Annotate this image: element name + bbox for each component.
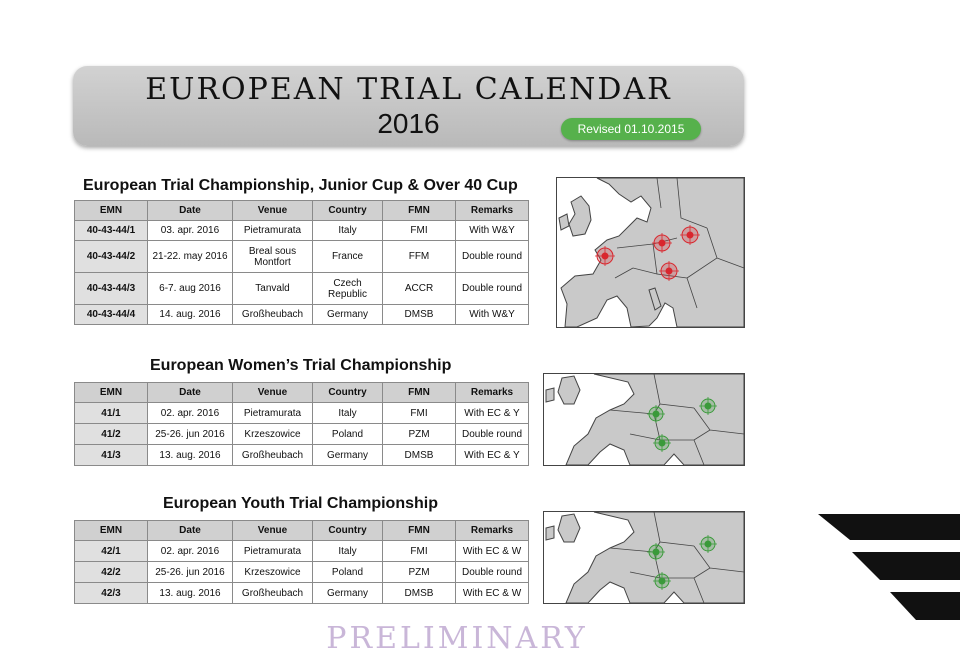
date-cell: 14. aug. 2016 xyxy=(148,305,233,325)
date-cell: 02. apr. 2016 xyxy=(148,403,233,424)
table-row xyxy=(75,403,529,424)
date-cell: 03. apr. 2016 xyxy=(148,221,233,241)
preliminary-watermark: PRELIMINARY xyxy=(326,621,588,656)
table-row xyxy=(75,541,529,562)
country-cell: Italy xyxy=(313,403,383,424)
column-header: FMN xyxy=(383,201,456,221)
fmn-cell: DMSB xyxy=(383,445,456,466)
table-row xyxy=(75,562,529,583)
fmn-cell: FMI xyxy=(383,541,456,562)
emn-cell: 40-43-44/1 xyxy=(75,221,148,241)
europe-map-icon xyxy=(543,373,745,466)
emn-cell: 42/1 xyxy=(75,541,148,562)
section-title-women: European Women’s Trial Championship xyxy=(150,357,452,374)
venue-cell: Krzeszowice xyxy=(233,562,313,583)
country-cell: France xyxy=(313,241,383,273)
country-cell: Germany xyxy=(313,445,383,466)
date-cell: 21-22. may 2016 xyxy=(148,241,233,273)
column-header: EMN xyxy=(75,521,148,541)
column-header: EMN xyxy=(75,201,148,221)
table-row xyxy=(75,424,529,445)
column-header: Venue xyxy=(233,201,313,221)
revised-badge: Revised 01.10.2015 xyxy=(561,118,701,140)
column-header: Remarks xyxy=(456,521,529,541)
country-cell: Italy xyxy=(313,221,383,241)
venue-cell: Großheubach xyxy=(233,583,313,604)
table-row xyxy=(75,445,529,466)
country-cell: Poland xyxy=(313,424,383,445)
remarks-cell: With W&Y xyxy=(456,305,529,325)
venue-cell: Großheubach xyxy=(233,445,313,466)
section-title-championship: European Trial Championship, Junior Cup & Over 40 Cup xyxy=(83,177,518,194)
column-header: FMN xyxy=(383,521,456,541)
column-header: FMN xyxy=(383,383,456,403)
column-header: Remarks xyxy=(456,201,529,221)
section-title-youth: European Youth Trial Championship xyxy=(163,495,438,512)
youth-table xyxy=(74,520,529,604)
emn-cell: 41/3 xyxy=(75,445,148,466)
remarks-cell: With W&Y xyxy=(456,221,529,241)
calendar-title: EUROPEAN TRIAL CALENDAR xyxy=(145,72,672,107)
column-header: Country xyxy=(313,201,383,221)
fmn-cell: PZM xyxy=(383,562,456,583)
remarks-cell: With EC & W xyxy=(456,541,529,562)
europe-map-icon xyxy=(556,177,745,328)
date-cell: 25-26. jun 2016 xyxy=(148,424,233,445)
column-header: Venue xyxy=(233,383,313,403)
venue-cell: Pietramurata xyxy=(233,403,313,424)
emn-cell: 42/2 xyxy=(75,562,148,583)
venue-cell: Großheubach xyxy=(233,305,313,325)
table-row xyxy=(75,221,529,241)
table-row xyxy=(75,241,529,273)
table-header-row xyxy=(75,201,529,221)
country-cell: Italy xyxy=(313,541,383,562)
column-header: Country xyxy=(313,521,383,541)
table-row xyxy=(75,305,529,325)
emn-cell: 40-43-44/4 xyxy=(75,305,148,325)
remarks-cell: Double round xyxy=(456,562,529,583)
date-cell: 02. apr. 2016 xyxy=(148,541,233,562)
column-header: Venue xyxy=(233,521,313,541)
venue-cell: Breal sous Montfort xyxy=(233,241,313,273)
fmn-cell: FMI xyxy=(383,221,456,241)
date-cell: 13. aug. 2016 xyxy=(148,583,233,604)
calendar-year: 2016 xyxy=(377,108,440,139)
emn-cell: 40-43-44/3 xyxy=(75,273,148,305)
emn-cell: 40-43-44/2 xyxy=(75,241,148,273)
fmn-cell: DMSB xyxy=(383,305,456,325)
date-cell: 25-26. jun 2016 xyxy=(148,562,233,583)
table-header-row xyxy=(75,521,529,541)
venue-cell: Pietramurata xyxy=(233,541,313,562)
emn-cell: 41/2 xyxy=(75,424,148,445)
remarks-cell: With EC & W xyxy=(456,583,529,604)
stripes-logo-icon xyxy=(816,512,960,622)
women-table xyxy=(74,382,529,466)
country-cell: Germany xyxy=(313,305,383,325)
venue-cell: Pietramurata xyxy=(233,221,313,241)
country-cell: Poland xyxy=(313,562,383,583)
column-header: Date xyxy=(148,383,233,403)
remarks-cell: Double round xyxy=(456,241,529,273)
country-cell: Czech Republic xyxy=(313,273,383,305)
venue-cell: Tanvald xyxy=(233,273,313,305)
championship-table xyxy=(74,200,529,325)
remarks-cell: Double round xyxy=(456,424,529,445)
fmn-cell: DMSB xyxy=(383,583,456,604)
venue-cell: Krzeszowice xyxy=(233,424,313,445)
fmn-cell: FFM xyxy=(383,241,456,273)
header-banner xyxy=(73,66,744,146)
remarks-cell: With EC & Y xyxy=(456,403,529,424)
fmn-cell: PZM xyxy=(383,424,456,445)
fmn-cell: ACCR xyxy=(383,273,456,305)
country-cell: Germany xyxy=(313,583,383,604)
remarks-cell: Double round xyxy=(456,273,529,305)
emn-cell: 42/3 xyxy=(75,583,148,604)
emn-cell: 41/1 xyxy=(75,403,148,424)
column-header: Date xyxy=(148,521,233,541)
remarks-cell: With EC & Y xyxy=(456,445,529,466)
europe-map-icon xyxy=(543,511,745,604)
column-header: Country xyxy=(313,383,383,403)
date-cell: 6-7. aug 2016 xyxy=(148,273,233,305)
date-cell: 13. aug. 2016 xyxy=(148,445,233,466)
column-header: Remarks xyxy=(456,383,529,403)
column-header: Date xyxy=(148,201,233,221)
fmn-cell: FMI xyxy=(383,403,456,424)
column-header: EMN xyxy=(75,383,148,403)
table-row xyxy=(75,273,529,305)
table-header-row xyxy=(75,383,529,403)
table-row xyxy=(75,583,529,604)
